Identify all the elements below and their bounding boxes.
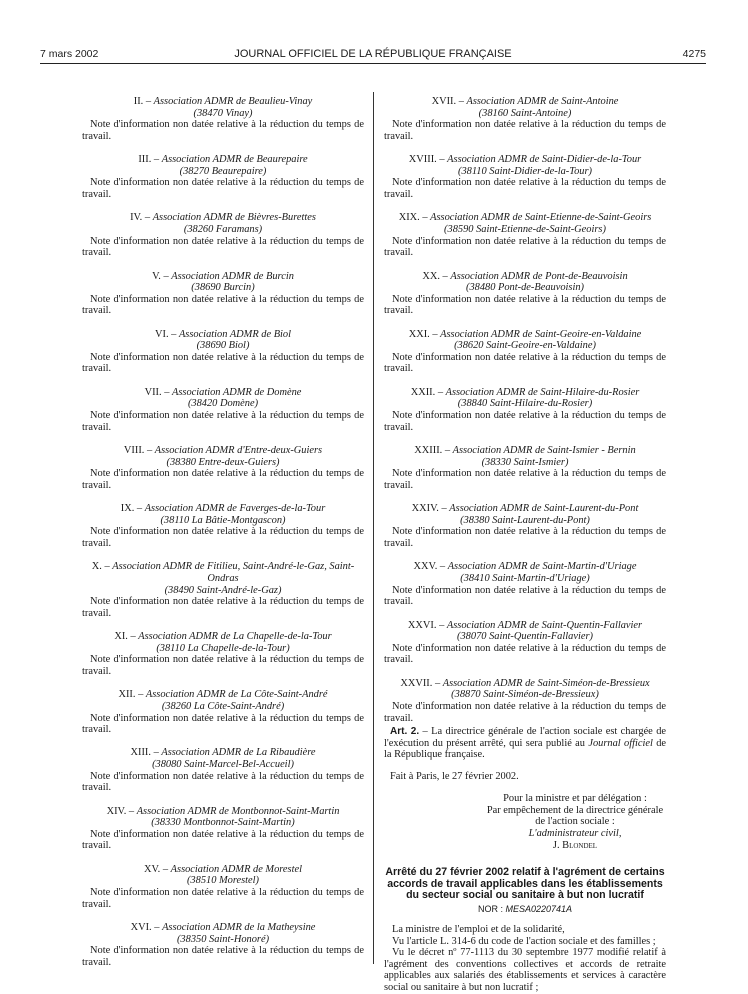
- association-entry: [82, 503, 364, 549]
- association-heading: [82, 154, 364, 166]
- body-paragraph: La ministre de l'emploi et de la solidarité,: [392, 924, 565, 936]
- association-address: (38110 La Bâtie-Montgascon): [160, 514, 286, 526]
- association-entry: [82, 329, 364, 375]
- association-entry: [384, 387, 666, 433]
- entry-number: XX. –: [422, 270, 451, 282]
- entry-number: XXIV. –: [411, 503, 450, 515]
- association-name: Association ADMR de Pont-de-Beauvoisin: [450, 270, 628, 282]
- association-heading: [82, 806, 364, 818]
- association-name: Association ADMR de Saint-Siméon-de-Bressieux: [442, 677, 650, 689]
- association-name: Association ADMR de Saint-Laurent-du-Pont: [449, 503, 639, 515]
- association-name: Association ADMR de la Matheysine: [162, 922, 316, 933]
- fait-a-paris: Fait à Paris, le 27 février 2002.: [390, 771, 519, 783]
- signature-line-4: L'administrateur civil,: [528, 828, 622, 840]
- association-address: (38260 Faramans): [183, 223, 263, 235]
- association-address: (38690 Burcin): [191, 282, 255, 294]
- information-note: Note d'information non datée relative à la réduction du temps de travail.: [384, 468, 666, 491]
- entry-number: XXVI. –: [407, 619, 447, 631]
- article-2-label: Art. 2.: [390, 726, 420, 738]
- information-note: Note d'information non datée relative à la réduction du temps de travail.: [82, 945, 364, 968]
- association-name: Association ADMR de Morestel: [170, 863, 302, 875]
- information-note: Note d'information non datée relative à la réduction du temps de travail.: [384, 584, 666, 608]
- association-heading: [82, 271, 364, 283]
- association-heading: [82, 864, 364, 876]
- entry-number: XXIII. –: [414, 445, 453, 457]
- signature-line-1: Pour la ministre et par délégation :: [503, 793, 647, 805]
- information-note: Note d'information non datée relative à la réduction du temps de travail.: [82, 526, 364, 549]
- article-2-text-after: de la République française.: [384, 737, 667, 761]
- arrete-title: Arrêté du 27 février 2002 relatif à l'agrément de certains accords de travail applicables dans les établissements du secteur social ou sanitaire à but non lucratif: [385, 866, 665, 902]
- association-name: Association ADMR de Beaulieu-Vinay: [153, 96, 313, 107]
- information-note: Note d'information non datée relative à la réduction du temps de travail.: [82, 468, 364, 491]
- association-address: (38470 Vinay): [193, 107, 253, 119]
- association-address: (38110 Saint-Didier-de-la-Tour): [458, 165, 592, 177]
- association-entry: [384, 503, 666, 549]
- association-name: Association ADMR de Saint-Geoire-en-Valdaine: [440, 328, 642, 340]
- information-note: Note d'information non datée relative à la réduction du temps de travail.: [82, 770, 364, 794]
- arrete-body: [384, 924, 666, 994]
- information-note: Note d'information non datée relative à la réduction du temps de travail.: [384, 700, 666, 724]
- information-note: Note d'information non datée relative à la réduction du temps de travail.: [384, 119, 666, 142]
- information-note: Note d'information non datée relative à la réduction du temps de travail.: [384, 235, 666, 259]
- association-name: Association ADMR d'Entre-deux-Guiers: [154, 445, 323, 457]
- entry-number: II. –: [133, 96, 154, 107]
- association-address: (38870 Saint-Siméon-de-Bressieux): [451, 689, 599, 701]
- association-entry: [384, 271, 666, 317]
- association-heading: [82, 561, 364, 584]
- association-address: (38590 Saint-Etienne-de-Saint-Geoirs): [444, 223, 606, 235]
- association-address: (38480 Pont-de-Beauvoisin): [465, 282, 585, 294]
- association-address: (38490 Saint-André-le-Gaz): [164, 584, 282, 596]
- association-name: Association ADMR de La Chapelle-de-la-Tour: [138, 631, 332, 643]
- nor-code: MESA0220741A: [505, 904, 573, 915]
- association-heading: [384, 329, 666, 341]
- association-name: Association ADMR de Saint-Ismier - Bernin: [452, 445, 636, 457]
- association-heading: [82, 445, 364, 457]
- entry-number: XXI. –: [408, 328, 441, 340]
- association-address: (38270 Beaurepaire): [179, 165, 267, 177]
- entry-number: XV. –: [144, 863, 171, 875]
- association-entry: [82, 806, 364, 852]
- association-name: Association ADMR de Saint-Etienne-de-Saint-Geoirs: [430, 212, 652, 224]
- association-address: (38260 La Côte-Saint-André): [161, 700, 285, 712]
- information-note: Note d'information non datée relative à la réduction du temps de travail.: [82, 410, 364, 433]
- page-header: [40, 45, 706, 63]
- body-paragraph: Vu l'article L. 314-6 du code de l'action sociale et des familles ;: [392, 935, 656, 947]
- association-address: (38070 Saint-Quentin-Fallavier): [457, 631, 593, 643]
- right-entries: [384, 96, 666, 724]
- association-heading: [384, 96, 666, 108]
- association-name: Association ADMR de Biol: [178, 328, 292, 340]
- entry-number: VI. –: [154, 328, 179, 340]
- association-name: Association ADMR de La Côte-Saint-André: [145, 689, 328, 701]
- signature-line-3: de l'action sociale :: [535, 816, 615, 828]
- association-entry: [384, 154, 666, 200]
- association-heading: [82, 747, 364, 759]
- entry-number: XXII. –: [410, 386, 446, 398]
- entry-number: XIII. –: [130, 747, 162, 759]
- association-name: Association ADMR de Saint-Didier-de-la-Tour: [447, 154, 642, 166]
- association-address: (38330 Montbonnot-Saint-Martin): [151, 817, 295, 829]
- association-entry: [82, 212, 364, 258]
- information-note: Note d'information non datée relative à la réduction du temps de travail.: [384, 642, 666, 666]
- entry-number: V. –: [152, 270, 172, 282]
- entry-number: VII. –: [144, 386, 173, 398]
- issue-date: 7 mars 2002: [40, 48, 99, 60]
- right-column: [384, 96, 666, 994]
- association-entry: [82, 387, 364, 433]
- association-name: Association ADMR de Fitilieu, Saint-André-le-Gaz, Saint-Ondras: [112, 561, 355, 584]
- association-heading: [384, 154, 666, 166]
- association-name: Association ADMR de Saint-Quentin-Fallavier: [446, 619, 643, 631]
- association-heading: [82, 212, 364, 224]
- entry-number: XI. –: [114, 631, 139, 643]
- signature-line-2: Par empêchement de la directrice générale: [486, 804, 664, 816]
- association-heading: [82, 387, 364, 399]
- association-heading: [384, 503, 666, 515]
- entry-number: XIX. –: [398, 212, 431, 224]
- information-note: Note d'information non datée relative à la réduction du temps de travail.: [82, 596, 364, 619]
- association-address: (38690 Biol): [196, 340, 250, 352]
- entry-number: IV. –: [130, 212, 153, 224]
- association-name: Association ADMR de Domène: [172, 386, 302, 398]
- information-note: Note d'information non datée relative à la réduction du temps de travail.: [82, 235, 364, 259]
- information-note: Note d'information non datée relative à la réduction du temps de travail.: [384, 526, 666, 549]
- entry-number: XVII. –: [431, 96, 467, 107]
- nor-reference: [384, 904, 666, 916]
- association-entry: [82, 689, 364, 735]
- nor-label: NOR :: [477, 904, 503, 915]
- association-entry: [384, 678, 666, 724]
- header-rule: [40, 63, 706, 64]
- association-heading: [82, 96, 364, 108]
- association-name: Association ADMR de Saint-Martin-d'Uriage: [447, 561, 637, 573]
- association-name: Association ADMR de Saint-Hilaire-du-Rosier: [445, 386, 640, 398]
- association-entry: [82, 922, 364, 968]
- signature-block: [484, 793, 666, 851]
- association-heading: [384, 561, 666, 573]
- association-name: Association ADMR de Montbonnot-Saint-Martin: [136, 805, 340, 817]
- association-address: (38330 Saint-Ismier): [481, 456, 569, 468]
- association-name: Association ADMR de Burcin: [171, 270, 294, 282]
- journal-title: JOURNAL OFFICIEL DE LA RÉPUBLIQUE FRANÇAISE: [234, 48, 512, 60]
- information-note: Note d'information non datée relative à la réduction du temps de travail.: [82, 887, 364, 910]
- association-heading: [384, 620, 666, 632]
- information-note: Note d'information non datée relative à la réduction du temps de travail.: [384, 293, 666, 317]
- association-heading: [82, 631, 364, 643]
- association-entry: [384, 445, 666, 491]
- association-entry: [384, 620, 666, 666]
- entry-number: X. –: [91, 561, 113, 573]
- article-2-text-before: – La directrice générale de l'action sociale est chargée de l'exécution du présent arrêté, qui sera publié au: [384, 726, 666, 749]
- signature-name: J. Blondel: [552, 839, 598, 851]
- body-paragraph: Vu le décret nº 77-1113 du 30 septembre 1977 modifié relatif à l'agrément des conventions collectives et accords de retraite applicables aux salariés des établissements et services à caractère social ou sanitaire à but non lucratif ;: [384, 947, 666, 993]
- association-entry: [384, 561, 666, 607]
- information-note: Note d'information non datée relative à la réduction du temps de travail.: [82, 293, 364, 317]
- association-address: (38380 Saint-Laurent-du-Pont): [460, 514, 590, 526]
- association-name: Association ADMR de La Ribaudière: [161, 747, 316, 759]
- association-entry: [82, 631, 364, 677]
- association-name: Association ADMR de Saint-Antoine: [466, 96, 619, 107]
- association-address: (38410 Saint-Martin-d'Uriage): [460, 572, 590, 584]
- association-entry: [82, 445, 364, 491]
- entry-number: XVI. –: [130, 922, 163, 933]
- association-address: (38420 Domène): [187, 398, 259, 410]
- association-address: (38510 Morestel): [186, 875, 260, 887]
- association-address: (38080 Saint-Marcel-Bel-Accueil): [152, 759, 294, 771]
- information-note: Note d'information non datée relative à la réduction du temps de travail.: [82, 119, 364, 142]
- association-entry: [82, 864, 364, 910]
- information-note: Note d'information non datée relative à la réduction du temps de travail.: [82, 654, 364, 677]
- association-name: Association ADMR de Beaurepaire: [161, 154, 308, 166]
- association-entry: [82, 96, 364, 142]
- association-heading: [384, 271, 666, 283]
- information-note: Note d'information non datée relative à la réduction du temps de travail.: [384, 177, 666, 200]
- association-address: (38620 Saint-Geoire-en-Valdaine): [454, 340, 596, 352]
- association-heading: [82, 922, 364, 934]
- association-entry: [82, 154, 364, 200]
- information-note: Note d'information non datée relative à la réduction du temps de travail.: [82, 712, 364, 736]
- association-heading: [384, 445, 666, 457]
- association-heading: [82, 503, 364, 515]
- entry-number: XXV. –: [413, 561, 448, 573]
- journal-reference: Journal officiel: [588, 737, 653, 749]
- entry-number: IX. –: [120, 503, 145, 515]
- article-2: [384, 726, 666, 761]
- association-name: Association ADMR de Bièvres-Burettes: [152, 212, 316, 224]
- entry-number: III. –: [138, 154, 162, 166]
- association-heading: [384, 678, 666, 690]
- association-address: (38110 La Chapelle-de-la-Tour): [156, 642, 290, 654]
- association-entry: [82, 561, 364, 619]
- association-address: (38160 Saint-Antoine): [478, 107, 572, 119]
- entry-number: XXVII. –: [400, 677, 443, 689]
- entry-number: XIV. –: [106, 805, 137, 817]
- entry-number: XII. –: [118, 689, 146, 701]
- column-divider: [373, 92, 374, 964]
- entry-number: VIII. –: [123, 445, 155, 457]
- entry-number: XVIII. –: [408, 154, 448, 166]
- association-address: (38350 Saint-Honoré): [176, 933, 270, 945]
- association-entry: [384, 96, 666, 142]
- association-heading: [82, 689, 364, 701]
- information-note: Note d'information non datée relative à la réduction du temps de travail.: [82, 177, 364, 200]
- association-entry: [82, 271, 364, 317]
- left-column: [82, 96, 364, 968]
- association-heading: [384, 212, 666, 224]
- association-heading: [384, 387, 666, 399]
- association-entry: [82, 747, 364, 793]
- information-note: Note d'information non datée relative à la réduction du temps de travail.: [384, 410, 666, 433]
- association-heading: [82, 329, 364, 341]
- information-note: Note d'information non datée relative à la réduction du temps de travail.: [82, 828, 364, 852]
- association-entry: [384, 329, 666, 375]
- information-note: Note d'information non datée relative à la réduction du temps de travail.: [82, 351, 364, 375]
- association-entry: [384, 212, 666, 258]
- association-address: (38840 Saint-Hilaire-du-Rosier): [457, 398, 593, 410]
- association-name: Association ADMR de Faverges-de-la-Tour: [144, 503, 326, 515]
- association-address: (38380 Entre-deux-Guiers): [166, 456, 280, 468]
- information-note: Note d'information non datée relative à la réduction du temps de travail.: [384, 351, 666, 375]
- page-number: 4275: [682, 48, 706, 60]
